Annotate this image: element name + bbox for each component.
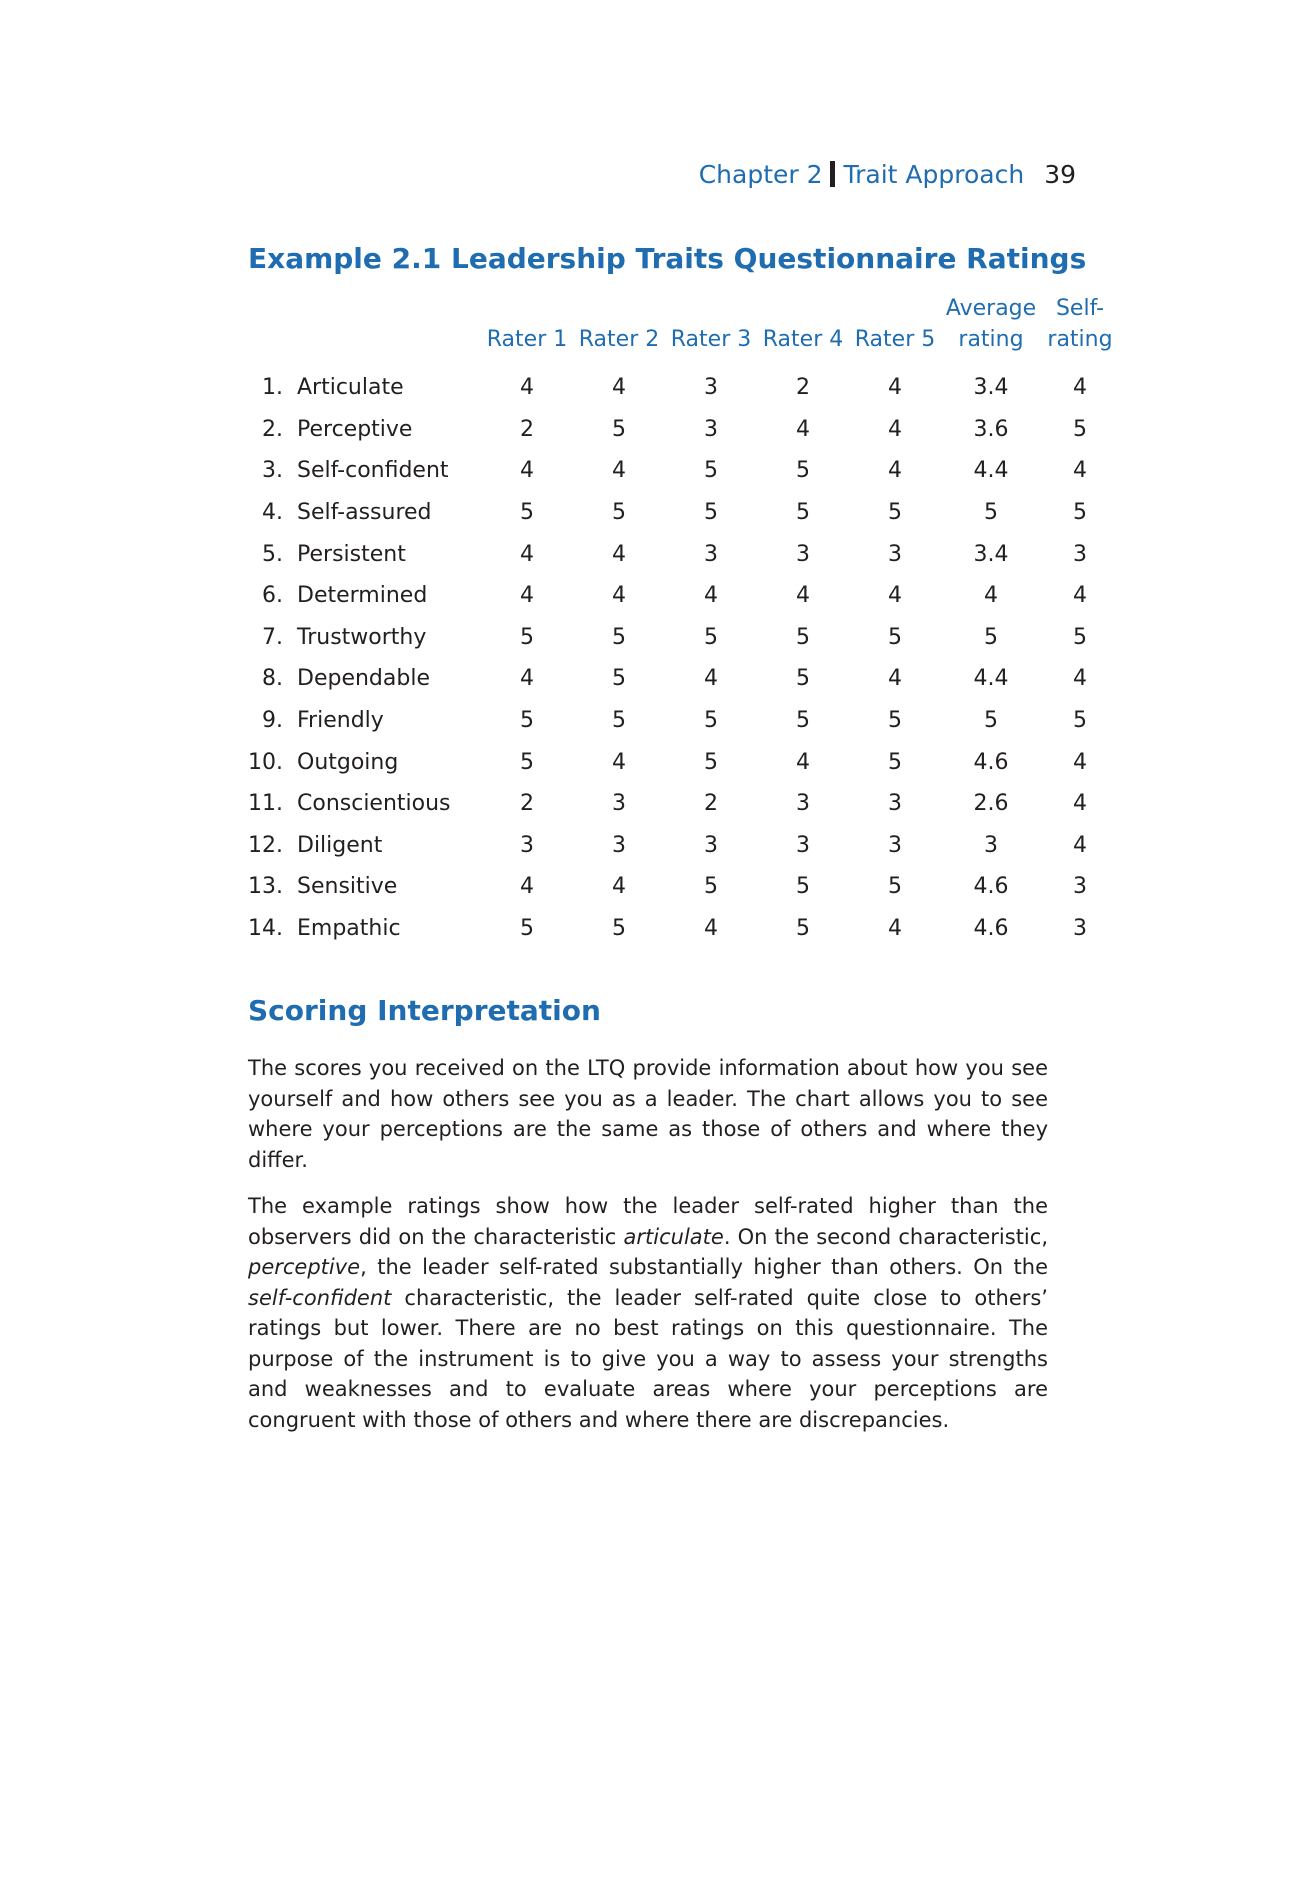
table-row [248,575,1119,617]
rater-5-cell: 4 [888,416,902,442]
rater-2-cell: 4 [612,375,626,401]
table-header-row [248,293,1119,367]
rater-4-cell: 3 [796,791,810,817]
rater-4-cell: 5 [796,874,810,900]
average-rating-cell: 2.6 [973,791,1009,817]
rater-3-cell: 3 [704,375,718,401]
page-number: 39 [1044,160,1076,189]
table-row [248,866,1119,908]
average-rating-cell: 4.6 [973,874,1009,900]
rater-3-cell: 5 [704,458,718,484]
average-rating-cell: 4.4 [973,666,1009,692]
rater-3-cell: 3 [704,832,718,858]
rater-1-cell: 4 [520,666,534,692]
ratings-table-body [248,367,1119,949]
header-trait [297,293,481,367]
self-rating-cell: 4 [1073,791,1087,817]
self-rating-cell: 4 [1073,749,1087,775]
rater-4-cell: 5 [796,500,810,526]
chapter-label: Chapter 2 [698,160,823,189]
rater-4-cell: 4 [796,416,810,442]
ratings-table [248,293,1119,949]
table-row [248,617,1119,659]
self-rating-cell: 4 [1073,375,1087,401]
trait-name: Self-confident [297,458,449,484]
rater-4-cell: 3 [796,832,810,858]
row-number: 7. [262,624,283,650]
rater-2-cell: 5 [612,916,626,942]
rater-1-cell: 4 [520,583,534,609]
rater-4-cell: 5 [796,916,810,942]
rater-4-cell: 5 [796,624,810,650]
rater-5-cell: 5 [888,500,902,526]
rater-3-cell: 5 [704,708,718,734]
average-rating-cell: 4.4 [973,458,1009,484]
rater-2-cell: 4 [612,583,626,609]
table-row [248,783,1119,825]
rater-3-cell: 5 [704,624,718,650]
row-number: 12. [248,832,283,858]
rater-2-cell: 5 [612,666,626,692]
self-rating-cell: 4 [1073,458,1087,484]
rater-5-cell: 4 [888,458,902,484]
rater-4-cell: 4 [796,749,810,775]
example-title: Example 2.1 Leadership Traits Questionnaire Ratings [248,242,1087,275]
trait-name: Perceptive [297,416,413,442]
row-number: 10. [248,749,283,775]
rater-1-cell: 2 [520,791,534,817]
rater-3-cell: 3 [704,541,718,567]
text-run: , the leader self-rated substantially higher than others. On the [360,1255,1048,1279]
row-number: 3. [262,458,283,484]
rater-1-cell: 5 [520,624,534,650]
rater-1-cell: 4 [520,874,534,900]
rater-1-cell: 5 [520,749,534,775]
header-rater-5: Rater 5 [854,327,936,352]
header-rater-2: Rater 2 [578,327,660,352]
header-rater-3: Rater 3 [670,327,752,352]
rater-2-cell: 5 [612,500,626,526]
rater-2-cell: 4 [612,458,626,484]
table-row [248,825,1119,867]
running-head [699,160,1076,189]
rater-5-cell: 4 [888,375,902,401]
header-rater-1: Rater 1 [486,327,568,352]
row-number: 11. [248,791,283,817]
row-number: 6. [262,583,283,609]
rater-3-cell: 3 [704,416,718,442]
self-rating-cell: 3 [1073,874,1087,900]
self-rating-cell: 5 [1073,416,1087,442]
trait-name: Determined [297,583,428,609]
rater-5-cell: 3 [888,832,902,858]
rater-2-cell: 4 [612,541,626,567]
self-rating-cell: 4 [1073,832,1087,858]
row-number: 5. [262,541,283,567]
rater-5-cell: 4 [888,583,902,609]
table-row [248,908,1119,950]
header-average-line1: Average [945,296,1037,321]
rater-3-cell: 4 [704,666,718,692]
self-rating-cell: 4 [1073,583,1087,609]
rater-1-cell: 3 [520,832,534,858]
self-rating-cell: 4 [1073,666,1087,692]
header-average-line2: rating [958,327,1024,352]
scoring-heading: Scoring Interpretation [248,994,601,1027]
rater-1-cell: 5 [520,916,534,942]
table-row [248,533,1119,575]
rater-5-cell: 3 [888,541,902,567]
rater-5-cell: 5 [888,624,902,650]
rater-5-cell: 5 [888,708,902,734]
text-run: The example ratings show how the leader self-rated higher than the observers did on the characteristic [248,1194,1048,1249]
header-num [248,293,297,367]
rater-3-cell: 5 [704,874,718,900]
average-rating-cell: 5 [984,624,998,650]
rater-2-cell: 5 [612,416,626,442]
average-rating-cell: 4 [984,583,998,609]
header-self-rating [1041,293,1119,367]
average-rating-cell: 3.4 [973,541,1009,567]
rater-1-cell: 4 [520,458,534,484]
rater-1-cell: 2 [520,416,534,442]
table-row [248,658,1119,700]
rater-5-cell: 3 [888,791,902,817]
header-self-line1: Self- [1055,296,1105,321]
rater-3-cell: 4 [704,583,718,609]
rater-4-cell: 5 [796,708,810,734]
rater-2-cell: 5 [612,624,626,650]
header-self-line2: rating [1047,327,1113,352]
scoring-paragraph-2 [248,1191,1048,1435]
running-head-separator [830,161,835,187]
header-average-rating [941,293,1041,367]
trait-name: Diligent [297,832,383,858]
rater-1-cell: 4 [520,375,534,401]
trait-name: Self-assured [297,500,432,526]
rater-2-cell: 4 [612,749,626,775]
self-rating-cell: 3 [1073,916,1087,942]
row-number: 4. [262,500,283,526]
scoring-paragraph-1: The scores you received on the LTQ provide information about how you see yourself and how others see you as a leader. The chart allows you to see where your perceptions are the same as those of others and where they differ. [248,1056,1048,1172]
row-number: 8. [262,666,283,692]
trait-name: Articulate [297,375,404,401]
table-row [248,741,1119,783]
row-number: 13. [248,874,283,900]
trait-name: Dependable [297,666,430,692]
text-run: characteristic, the leader self-rated quite close to others’ ratings but lower. There are no best ratings on this questionnaire. The purpose of the instrument is to give you a way to assess your strengths and weaknesses and to evaluate areas where your perceptions are congruent with those of others and where there are discrepancies. [248,1285,1048,1432]
self-rating-cell: 5 [1073,624,1087,650]
rater-3-cell: 5 [704,500,718,526]
italic-term: perceptive [248,1255,361,1279]
rater-2-cell: 3 [612,791,626,817]
scoring-body [248,1053,1048,1451]
self-rating-cell: 3 [1073,541,1087,567]
rater-2-cell: 4 [612,874,626,900]
row-number: 14. [248,916,283,942]
average-rating-cell: 5 [984,500,998,526]
average-rating-cell: 5 [984,708,998,734]
table-row [248,492,1119,534]
rater-2-cell: 5 [612,708,626,734]
section-label: Trait Approach [843,160,1025,189]
rater-5-cell: 5 [888,874,902,900]
text-run: . On the second characteristic, [723,1224,1048,1249]
self-rating-cell: 5 [1073,708,1087,734]
rater-4-cell: 2 [796,375,810,401]
rater-1-cell: 5 [520,500,534,526]
rater-2-cell: 3 [612,832,626,858]
average-rating-cell: 3 [984,832,998,858]
average-rating-cell: 3.6 [973,416,1009,442]
rater-4-cell: 5 [796,458,810,484]
average-rating-cell: 3.4 [973,375,1009,401]
table-row [248,700,1119,742]
rater-4-cell: 4 [796,583,810,609]
average-rating-cell: 4.6 [973,749,1009,775]
rater-3-cell: 5 [704,749,718,775]
row-number: 1. [262,375,283,401]
rater-5-cell: 5 [888,749,902,775]
rater-3-cell: 4 [704,916,718,942]
average-rating-cell: 4.6 [973,916,1009,942]
trait-name: Outgoing [297,749,399,775]
trait-name: Empathic [297,916,401,942]
table-row [248,409,1119,451]
rater-5-cell: 4 [888,666,902,692]
rater-5-cell: 4 [888,916,902,942]
trait-name: Conscientious [297,791,451,817]
self-rating-cell: 5 [1073,500,1087,526]
rater-4-cell: 3 [796,541,810,567]
row-number: 9. [262,708,283,734]
row-number: 2. [262,416,283,442]
table-row [248,367,1119,409]
italic-term: self-confident [248,1285,392,1310]
table-row [248,450,1119,492]
rater-1-cell: 4 [520,541,534,567]
italic-term: articulate [623,1224,724,1249]
trait-name: Friendly [297,708,384,734]
rater-1-cell: 5 [520,708,534,734]
trait-name: Sensitive [297,874,398,900]
trait-name: Persistent [297,541,406,567]
rater-4-cell: 5 [796,666,810,692]
header-rater-4: Rater 4 [762,327,844,352]
rater-3-cell: 2 [704,791,718,817]
trait-name: Trustworthy [297,624,427,650]
